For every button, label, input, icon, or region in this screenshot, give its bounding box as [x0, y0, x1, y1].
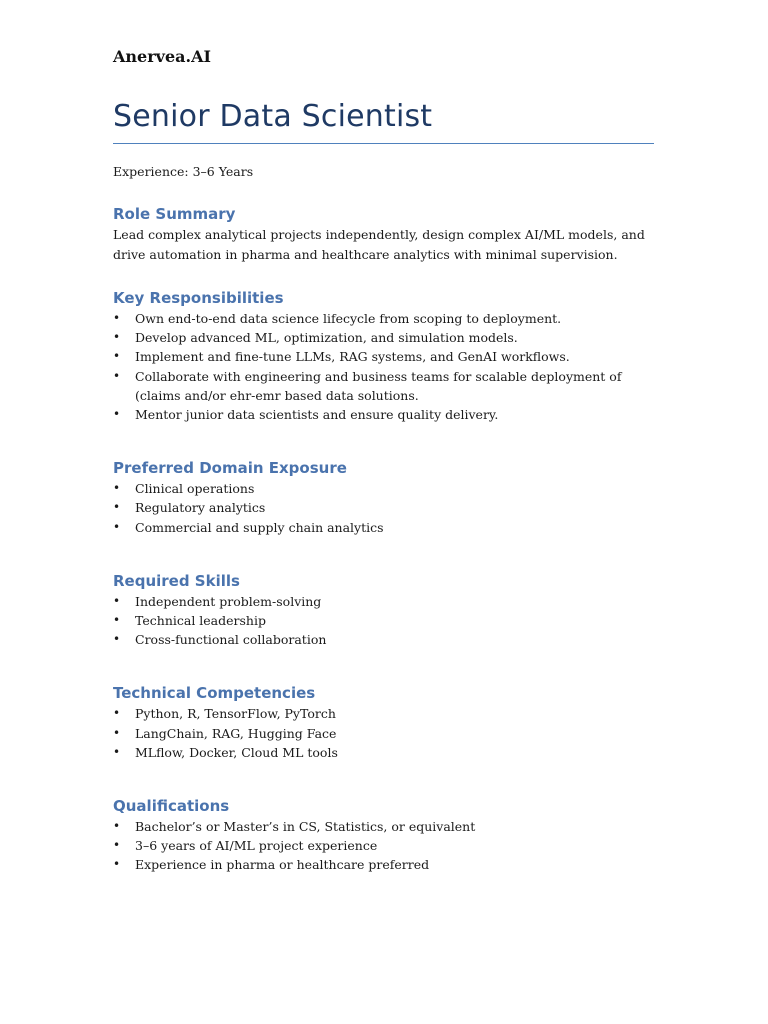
list-item: • Own end-to-end data science lifecycle from scoping to deployment. [113, 309, 658, 328]
bullet-list [113, 479, 658, 537]
bullet-icon: • [113, 838, 121, 853]
job-title: Senior Data Scientist [113, 99, 433, 134]
bullet-icon: • [113, 481, 121, 496]
section-heading: Role Summary [113, 205, 236, 223]
bullet-list [113, 592, 658, 650]
bullet-icon: • [113, 368, 121, 383]
section-heading: Qualifications [113, 797, 230, 816]
section-role-summary [113, 203, 658, 265]
experience-line: Experience: 3–6 Years [113, 164, 254, 179]
list-item: • Implement and fine-tune LLMs, RAG systems, and GenAI workflows. [113, 347, 658, 366]
bullet-icon: • [113, 744, 121, 759]
section-technical-competencies [113, 682, 658, 762]
bullet-icon: • [113, 311, 121, 325]
section-required-skills [113, 570, 658, 650]
bullet-icon: • [113, 593, 121, 608]
section-heading: Preferred Domain Exposure [113, 459, 347, 478]
section-heading: Key Responsibilities [113, 289, 284, 307]
list-item: • Mentor junior data scientists and ensure quality delivery. [113, 405, 658, 424]
bullet-list [113, 309, 658, 424]
bullet-icon: • [113, 519, 121, 534]
list-item: • Bachelor’s or Master’s in CS, Statistics, or equivalent [113, 817, 658, 836]
bullet-icon: • [113, 613, 121, 628]
list-item: • MLflow, Docker, Cloud ML tools [113, 743, 658, 762]
list-item: • 3–6 years of AI/ML project experience [113, 836, 658, 855]
list-item: • Collaborate with engineering and business teams for scalable deployment of (claims and/or ehr-emr based data solutions. [113, 368, 622, 403]
bullet-list [113, 817, 658, 875]
role-summary-text: Lead complex analytical projects independently, design complex AI/ML models, and drive automation in pharma and healthcare analytics with minimal supervision. [113, 227, 645, 262]
section-heading: Required Skills [113, 571, 240, 590]
bullet-icon: • [113, 330, 121, 345]
bullet-icon: • [113, 500, 121, 515]
bullet-icon: • [113, 349, 121, 364]
list-item: • Cross-functional collaboration [113, 630, 658, 649]
bullet-icon: • [113, 706, 121, 721]
section-preferred-domain-exposure [113, 457, 658, 537]
list-item: • Technical leadership [113, 611, 658, 630]
bullet-icon: • [113, 725, 121, 740]
list-item: • LangChain, RAG, Hugging Face [113, 724, 658, 743]
list-item: • Develop advanced ML, optimization, and simulation models. [113, 328, 658, 347]
list-item: • Python, R, TensorFlow, PyTorch [113, 704, 658, 723]
section-key-responsibilities [113, 287, 658, 424]
company-name: Anervea.AI [113, 47, 211, 66]
list-item: • Experience in pharma or healthcare preferred [113, 855, 658, 874]
list-item: • Independent problem-solving [113, 592, 658, 611]
list-item: • Commercial and supply chain analytics [113, 518, 658, 537]
bullet-icon: • [113, 407, 121, 422]
section-qualifications [113, 795, 658, 875]
job-description-document [113, 44, 658, 875]
list-item: • Regulatory analytics [113, 498, 658, 517]
bullet-icon: • [113, 819, 121, 834]
bullet-icon: • [113, 857, 121, 872]
title-underline [113, 143, 654, 144]
bullet-list [113, 704, 658, 762]
list-item: • Clinical operations [113, 479, 658, 498]
section-heading: Technical Competencies [113, 684, 316, 703]
bullet-icon: • [113, 632, 121, 647]
